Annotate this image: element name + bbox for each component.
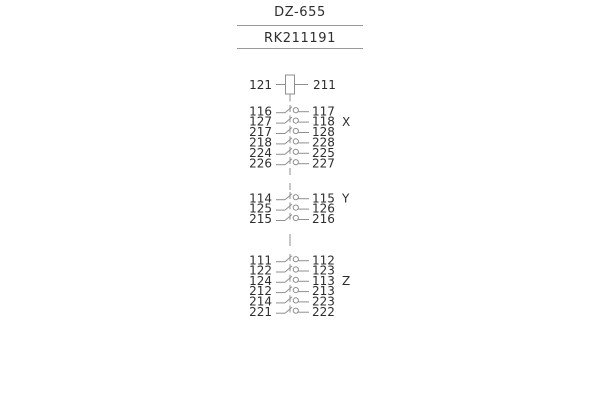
contact-blade (285, 159, 292, 165)
contact-terminal-right-label: 117 (312, 104, 335, 119)
contact-terminal-left-label: 218 (249, 135, 272, 150)
contact-point (293, 118, 298, 123)
contact-terminal-left-label: 217 (249, 125, 272, 140)
contact-terminal-left-label: 122 (249, 263, 272, 278)
coil-symbol (286, 75, 295, 94)
contact-point (293, 257, 298, 262)
contact-terminal-right-label: 213 (312, 284, 335, 299)
contact-blade (285, 117, 292, 123)
contact-terminal-left-label: 221 (249, 304, 272, 319)
group-label: Y (342, 191, 350, 206)
contact-terminal-right-label: 118 (312, 114, 335, 129)
contact-terminal-right-label: 113 (312, 273, 335, 288)
contact-point (293, 195, 298, 200)
contact-blade (285, 128, 292, 134)
contact-point (293, 308, 298, 313)
serial-code: RK211191 (264, 31, 336, 46)
contact-point (293, 108, 298, 113)
contact-group-z (249, 253, 350, 319)
contact-terminal-left-label: 127 (249, 114, 272, 129)
contact-terminal-left-label: 224 (249, 145, 272, 160)
contact-blade (285, 107, 292, 113)
contact-terminal-left-label: 214 (249, 294, 272, 309)
contact-blade (285, 256, 292, 262)
contact-blade (285, 297, 292, 303)
contact-terminal-right-label: 223 (312, 294, 335, 309)
contact-row (249, 305, 335, 319)
contact-terminal-right-label: 228 (312, 135, 335, 150)
contact-point (293, 160, 298, 165)
contact-blade (285, 287, 292, 293)
contact-terminal-left-label: 226 (249, 156, 272, 171)
contact-blade (285, 276, 292, 282)
contact-row (249, 212, 335, 226)
contact-terminal-left-label: 124 (249, 273, 272, 288)
contact-terminal-left-label: 125 (249, 201, 272, 216)
contact-group-y (249, 191, 350, 226)
contact-terminal-left-label: 212 (249, 284, 272, 299)
contact-blade (285, 215, 292, 221)
contact-terminal-left-label: 215 (249, 212, 272, 227)
group-label: Z (342, 274, 351, 289)
contact-point (293, 205, 298, 210)
contact-blade (285, 266, 292, 272)
contact-point (293, 267, 298, 272)
contact-blade (285, 148, 292, 154)
contact-terminal-right-label: 225 (312, 145, 335, 160)
contact-blade (285, 204, 292, 210)
contact-terminal-right-label: 112 (312, 253, 335, 268)
relay-coil (249, 75, 336, 94)
contact-point (293, 128, 298, 133)
contact-terminal-left-label: 114 (249, 191, 272, 206)
contact-terminal-left-label: 116 (249, 104, 272, 119)
coil-terminal-right-label: 211 (313, 78, 336, 92)
contact-row (249, 156, 335, 170)
contact-blade (285, 194, 292, 200)
contact-point (293, 149, 298, 154)
model-title: DZ-655 (274, 5, 326, 20)
contact-blade (285, 138, 292, 144)
contact-terminal-right-label: 123 (312, 263, 335, 278)
contact-point (293, 298, 298, 303)
contact-blade (285, 307, 292, 313)
contact-point (293, 215, 298, 220)
contact-terminal-right-label: 227 (312, 156, 335, 171)
group-label: X (342, 114, 351, 129)
contact-terminal-right-label: 126 (312, 201, 335, 216)
contact-point (293, 288, 298, 293)
contact-terminal-right-label: 216 (312, 212, 335, 227)
contact-group-x (249, 104, 350, 170)
contact-terminal-right-label: 115 (312, 191, 335, 206)
contact-terminal-left-label: 111 (249, 253, 272, 268)
contact-point (293, 139, 298, 144)
contact-terminal-right-label: 222 (312, 304, 335, 319)
contact-point (293, 277, 298, 282)
contact-terminal-right-label: 128 (312, 125, 335, 140)
coil-terminal-left-label: 121 (249, 78, 272, 92)
